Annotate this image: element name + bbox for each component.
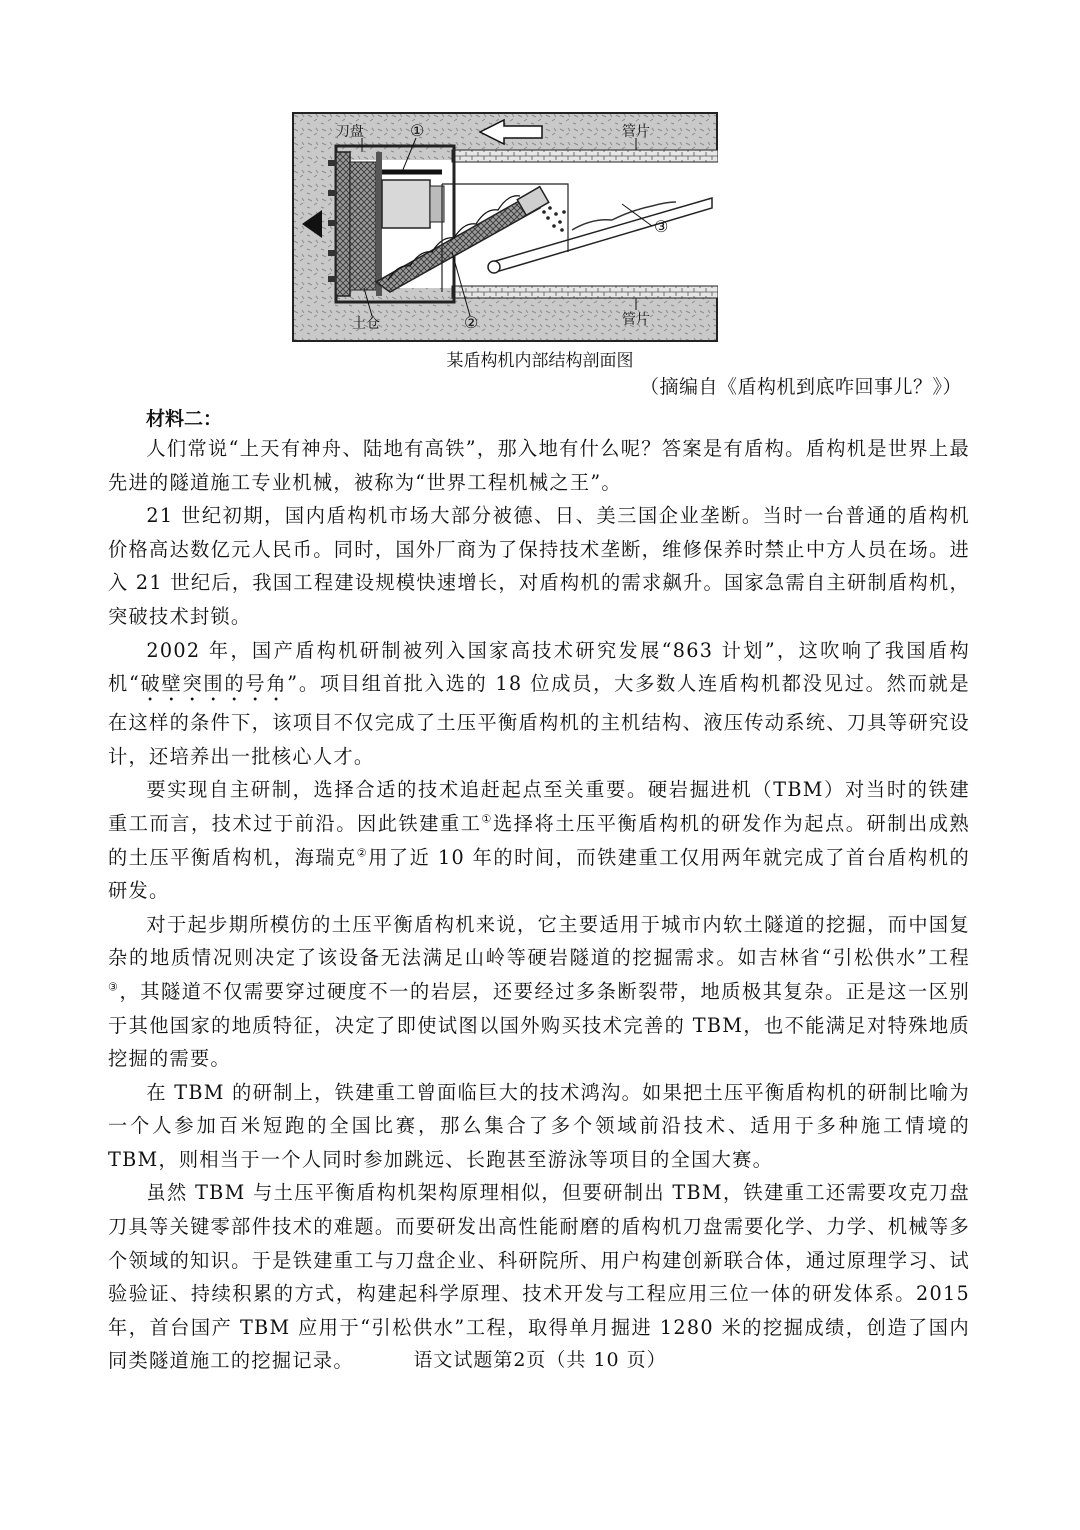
paragraph-3-text-a: 2002 年，国产盾构机研制被列入国家高技术研究发展“863 计划”，这吹响了我国盾构机“: [108, 638, 970, 696]
drive-unit: [382, 180, 430, 228]
figure-source: （摘编自《盾构机到底咋回事儿？》）: [639, 376, 962, 398]
paragraph-3: [108, 634, 970, 774]
label-marker-3: ③: [654, 217, 669, 236]
figure-caption: 某盾构机内部结构剖面图: [446, 351, 634, 371]
footnote-marker-2: ②: [356, 846, 369, 860]
section-title: 材料二：: [146, 408, 223, 430]
paragraph-2: 21 世纪初期，国内盾构机市场大部分被德、日、美三国企业垄断。当时一台普通的盾构机价格高达数亿元人民币。同时，国外厂商为了保持技术垄断，维修保养时禁止中方人员在场。进入 21 世纪后，我国工程建设规模快速增长，对盾构机的需求飙升。国家急需自主研制盾构机，突破技术封锁。: [108, 504, 970, 628]
footnote-marker-3: ③: [108, 980, 120, 994]
paragraph-5-text-b: ，其隧道不仅需要穿过硬度不一的岩层，还要经过多条断裂带，地质极其复杂。正是这一区别于其他国家的地质特征，决定了即使试图以国外购买技术完善的 TBM，也不能满足对特殊地质挖掘的需要。: [108, 979, 970, 1071]
soil-chamber: [350, 162, 376, 290]
label-marker-1: ①: [410, 121, 425, 140]
article-body: [108, 432, 970, 1378]
paragraph-4-text-a: 要实现自主研制，选择合适的技术追赶起点至关重要。硬岩掘进机（TBM）对当时的铁建重工而言，技术过于前沿。因此铁建重工: [108, 778, 970, 835]
label-cutter-head: 刀盘: [336, 124, 364, 140]
paragraph-4: [108, 773, 970, 907]
footnote-marker-1: ①: [481, 812, 493, 826]
page-footer: 语文试题第2页（共 10 页）: [413, 1349, 667, 1371]
paragraph-6: 在 TBM 的研制上，铁建重工曾面临巨大的技术鸿沟。如果把土压平衡盾构机的研制比喻为一个人参加百米短跑的全国比赛，那么集合了多个领域前沿技术、适用于多种施工情境的 TBM，则相当于一个人同时参加跳远、长跑甚至游泳等项目的全国大赛。: [108, 1080, 970, 1171]
shield-machine-diagram: [292, 112, 718, 342]
segment-lining-top: [452, 150, 718, 162]
paragraph-3-text-b: ”。项目组首批入选的 18 位成员，大多数人连盾构机都没见过。然而就是在这样的条件下，该项目不仅完成了土压平衡盾构机的主机结构、液压传动系统、刀具等研究设计，还培养出一批核心人才。: [108, 672, 970, 768]
emphasized-phrase: 破壁突围的号角: [140, 672, 288, 696]
label-soil-chamber: 土仓: [352, 316, 380, 332]
segment-lining-bottom: [452, 286, 718, 298]
paragraph-4-text-b: 选择将土压平衡盾构机的研发作为起点。研制出成熟的土压平衡盾构机，海瑞克: [108, 811, 970, 869]
cutter-head: [336, 152, 350, 296]
label-marker-2: ②: [464, 313, 479, 332]
paragraph-5: [108, 908, 970, 1076]
paragraph-4-text-c: 用了近 10 年的时间，而铁建重工仅用两年就完成了首台盾构机的研发。: [108, 845, 970, 903]
paragraph-7: 虽然 TBM 与土压平衡盾构机架构原理相似，但要研制出 TBM，铁建重工还需要攻克刀盘刀具等关键零部件技术的难题。而要研发出高性能耐磨的盾构机刀盘需要化学、力学、机械等多个领域的知识。于是铁建重工与刀盘企业、科研院所、用户构建创新联合体，通过原理学习、试验验证、持续积累的方式，构建起科学原理、技术开发与工程应用三位一体的研发体系。2015 年，首台国产 TBM 应用于“引松供水”工程，取得单月掘进 1280 米的挖掘成绩，创造了国内同类隧道施工的挖掘记录。: [108, 1181, 970, 1373]
label-segment-bottom: 管片: [622, 312, 650, 328]
label-segment-top: 管片: [622, 124, 650, 140]
paragraph-1: 人们常说“上天有神舟、陆地有高铁”，那入地有什么呢？答案是有盾构。盾构机是世界上最先进的隧道施工专业机械，被称为“世界工程机械之王”。: [108, 437, 970, 494]
bulkhead: [376, 152, 382, 296]
paragraph-5-text-a: 对于起步期所模仿的土压平衡盾构机来说，它主要适用于城市内软土隧道的挖掘，而中国复杂的地质情况则决定了该设备无法满足山岭等硬岩隧道的挖掘需求。如吉林省“引松供水”工程: [108, 912, 970, 970]
